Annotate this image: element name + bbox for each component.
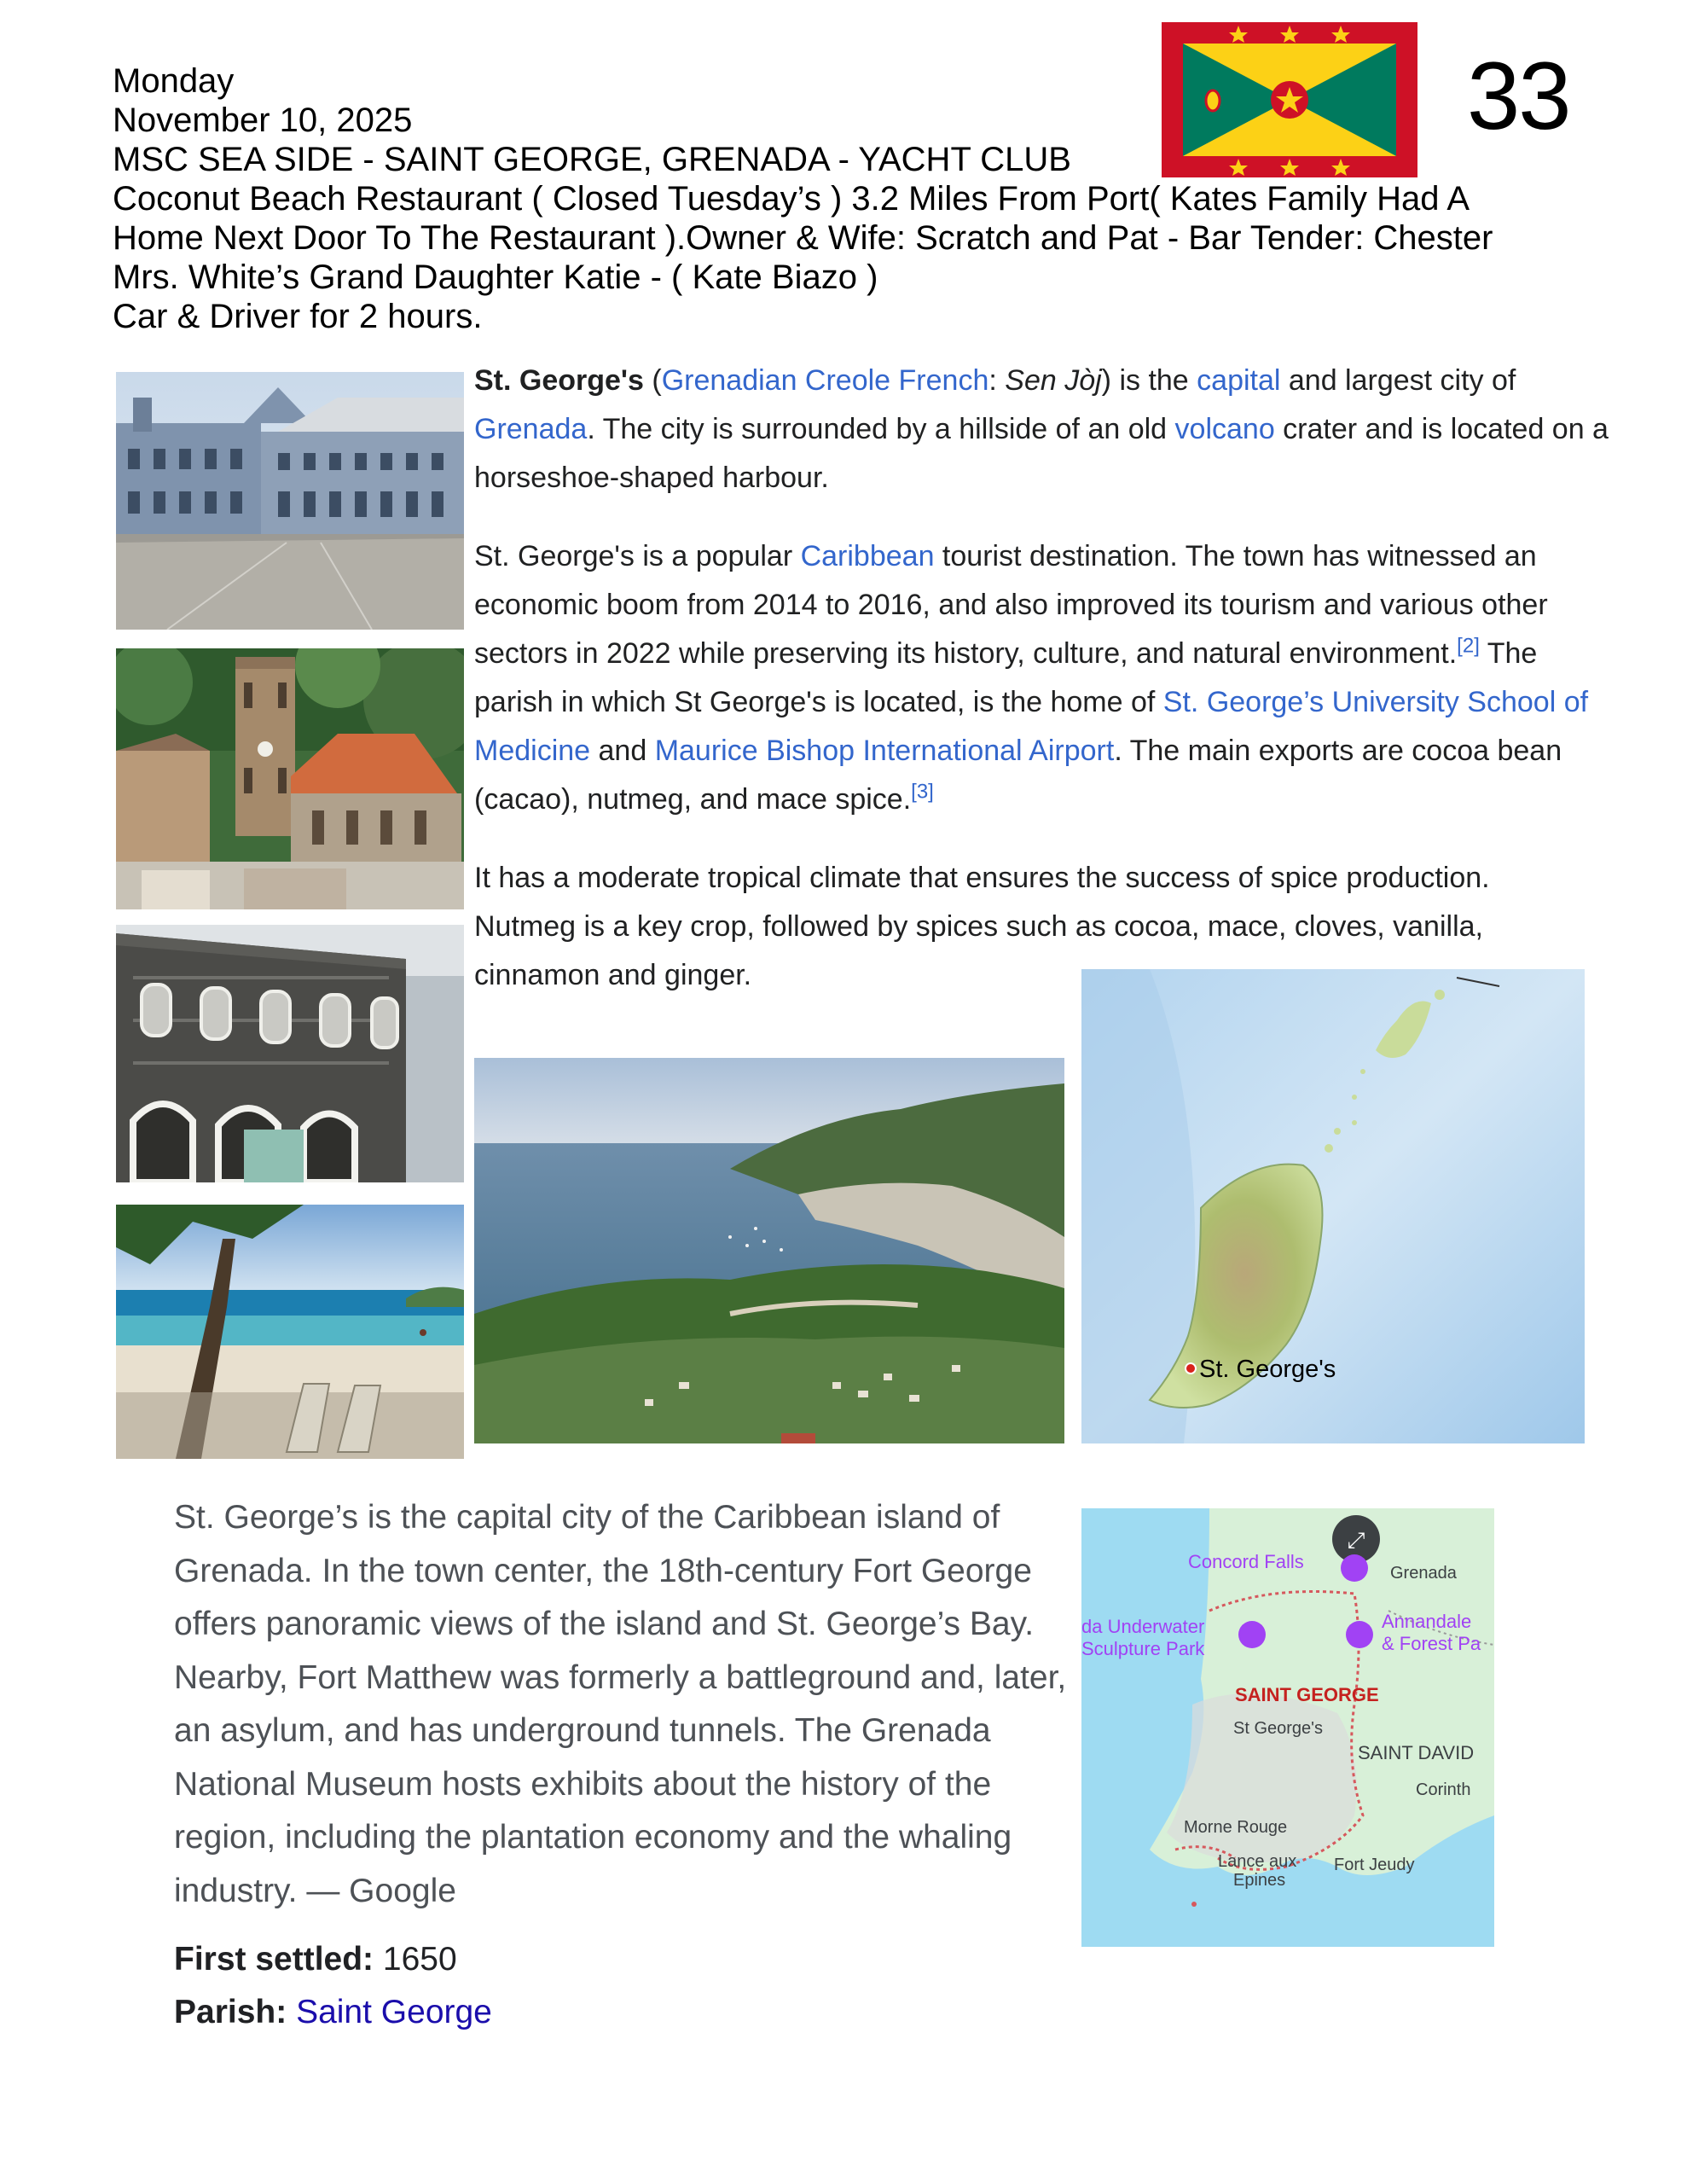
map-label-concord-falls[interactable]: Concord Falls (1188, 1551, 1304, 1572)
expand-icon[interactable]: ⤢ (1347, 1527, 1365, 1553)
wiki-paragraph-3: It has a moderate tropical climate that ensures the success of spice production. Nutmeg is a key crop, followed by spices such as cocoa, mace, cloves, vanilla, cinnamon and ginger. (474, 862, 1490, 991)
header-day: Monday (113, 62, 235, 100)
fact-value: 1650 (382, 1941, 457, 1978)
text-fragment: and largest city of (1280, 364, 1516, 397)
header-ship-port: MSC SEA SIDE - SAINT GEORGE, GRENADA - YACHT CLUB (113, 141, 1071, 178)
map-label-lance-1[interactable]: Lance aux (1218, 1852, 1297, 1871)
google-map[interactable] (1081, 1508, 1494, 1947)
text-fragment: . The city is surrounded by a hillside of an old (587, 413, 1175, 445)
google-facts (174, 1933, 492, 2039)
map-label-saint-george: SAINT GEORGE (1235, 1684, 1379, 1705)
text-fragment: . The main exports are cocoa bean (cacao), nutmeg, and mace spice. (474, 735, 1562, 816)
fort-courtyard-photo (116, 372, 464, 630)
map-label-underwater-1[interactable]: da Underwater (1081, 1616, 1205, 1637)
beach-photo (116, 1205, 464, 1459)
map-label-morne-rouge[interactable]: Morne Rouge (1184, 1818, 1288, 1837)
wiki-paragraph-2 (474, 532, 1617, 824)
map-label-annandale-2[interactable]: & Forest Pa (1382, 1633, 1481, 1654)
text-fragment: ) is the (1101, 364, 1197, 397)
link-caribbean[interactable]: Caribbean (800, 540, 935, 572)
text-fragment: The parish in which St George's is located, is the home of (474, 637, 1538, 718)
map-label-grenada: Grenada (1390, 1564, 1457, 1583)
map-label-st-georges[interactable]: St George's (1233, 1719, 1323, 1738)
map-label-underwater-2[interactable]: Sculpture Park (1081, 1638, 1205, 1659)
map-label-fort-jeudy[interactable]: Fort Jeudy (1334, 1856, 1415, 1874)
relief-map (1081, 969, 1585, 1443)
camera-icon[interactable] (1346, 1621, 1373, 1648)
link-grenada[interactable]: Grenada (474, 413, 588, 445)
harbour-aerial-photo (474, 1058, 1064, 1443)
link-volcano[interactable]: volcano (1174, 413, 1275, 445)
map-city-label: St. George's (1199, 1356, 1336, 1383)
text-fragment: and (590, 735, 655, 767)
cathedral-photo (116, 648, 464, 909)
creole-name: Sen Jòj (1005, 364, 1102, 397)
text-fragment: : (988, 364, 1006, 397)
header-owners: Home Next Door To The Restaurant ).Owner & Wife: Scratch and Pat - Bar Tender: Chester (113, 219, 1493, 257)
link-capital[interactable]: capital (1197, 364, 1281, 397)
google-description: St. George’s is the capital city of the Caribbean island of Grenada. In the town center, the 18th-century Fort George offers panoramic views of the island and St. George’s Bay. Nearby, Fort Matthew was formerly a battleground and, later, an asylum, and has underground tunnels. The Grenada National Museum hosts exhibits about the history of the region, including the plantation economy and the whaling industry. — Google (174, 1499, 1067, 1909)
fact-first-settled (174, 1933, 492, 1986)
link-grenadian-creole-french[interactable]: Grenadian Creole French (661, 364, 989, 397)
grenada-flag (1162, 22, 1417, 177)
fact-parish (174, 1986, 492, 2039)
museum-icon[interactable] (1238, 1621, 1266, 1648)
link-saint-george-parish[interactable]: Saint George (296, 1994, 492, 2030)
wikipedia-extract (474, 357, 1617, 1030)
citation-3[interactable]: [3] (911, 780, 934, 804)
map-label-saint-david: SAINT DAVID (1358, 1742, 1475, 1763)
fact-label: First settled: (174, 1941, 374, 1978)
article-subject: St. George's (474, 364, 644, 397)
link-airport[interactable]: Maurice Bishop International Airport (654, 735, 1115, 767)
citation-2[interactable]: [2] (1457, 634, 1480, 658)
camera-icon[interactable] (1341, 1554, 1368, 1582)
header-date: November 10, 2025 (113, 102, 413, 139)
text-fragment: St. George's is a popular (474, 540, 801, 572)
header-transport: Car & Driver for 2 hours. (113, 298, 483, 335)
map-label-lance-2[interactable]: Epines (1233, 1871, 1286, 1890)
page-number: 33 (1467, 43, 1570, 149)
text-fragment: crater and is located on a horseshoe-shaped harbour. (474, 413, 1609, 494)
header-contact: Mrs. White’s Grand Daughter Katie - ( Kate Biazo ) (113, 258, 878, 296)
wiki-paragraph-1 (474, 357, 1617, 502)
fact-label: Parish: (174, 1994, 287, 2030)
map-label-annandale-1[interactable]: Annandale (1382, 1611, 1472, 1632)
text-fragment: tourist destination. The town has witnessed an economic boom from 2014 to 2016, and also improved its tourism and various other sectors in 2022 while preserving its history, culture, and natural environment. (474, 540, 1548, 670)
map-label-corinth[interactable]: Corinth (1416, 1780, 1471, 1799)
stone-building-photo (116, 925, 464, 1182)
text-fragment: ( (643, 364, 662, 397)
link-university-medicine[interactable]: St. George’s University School of Medicine (474, 686, 1589, 767)
header-restaurant: Coconut Beach Restaurant ( Closed Tuesday’s ) 3.2 Miles From Port( Kates Family Had A (113, 180, 1470, 218)
